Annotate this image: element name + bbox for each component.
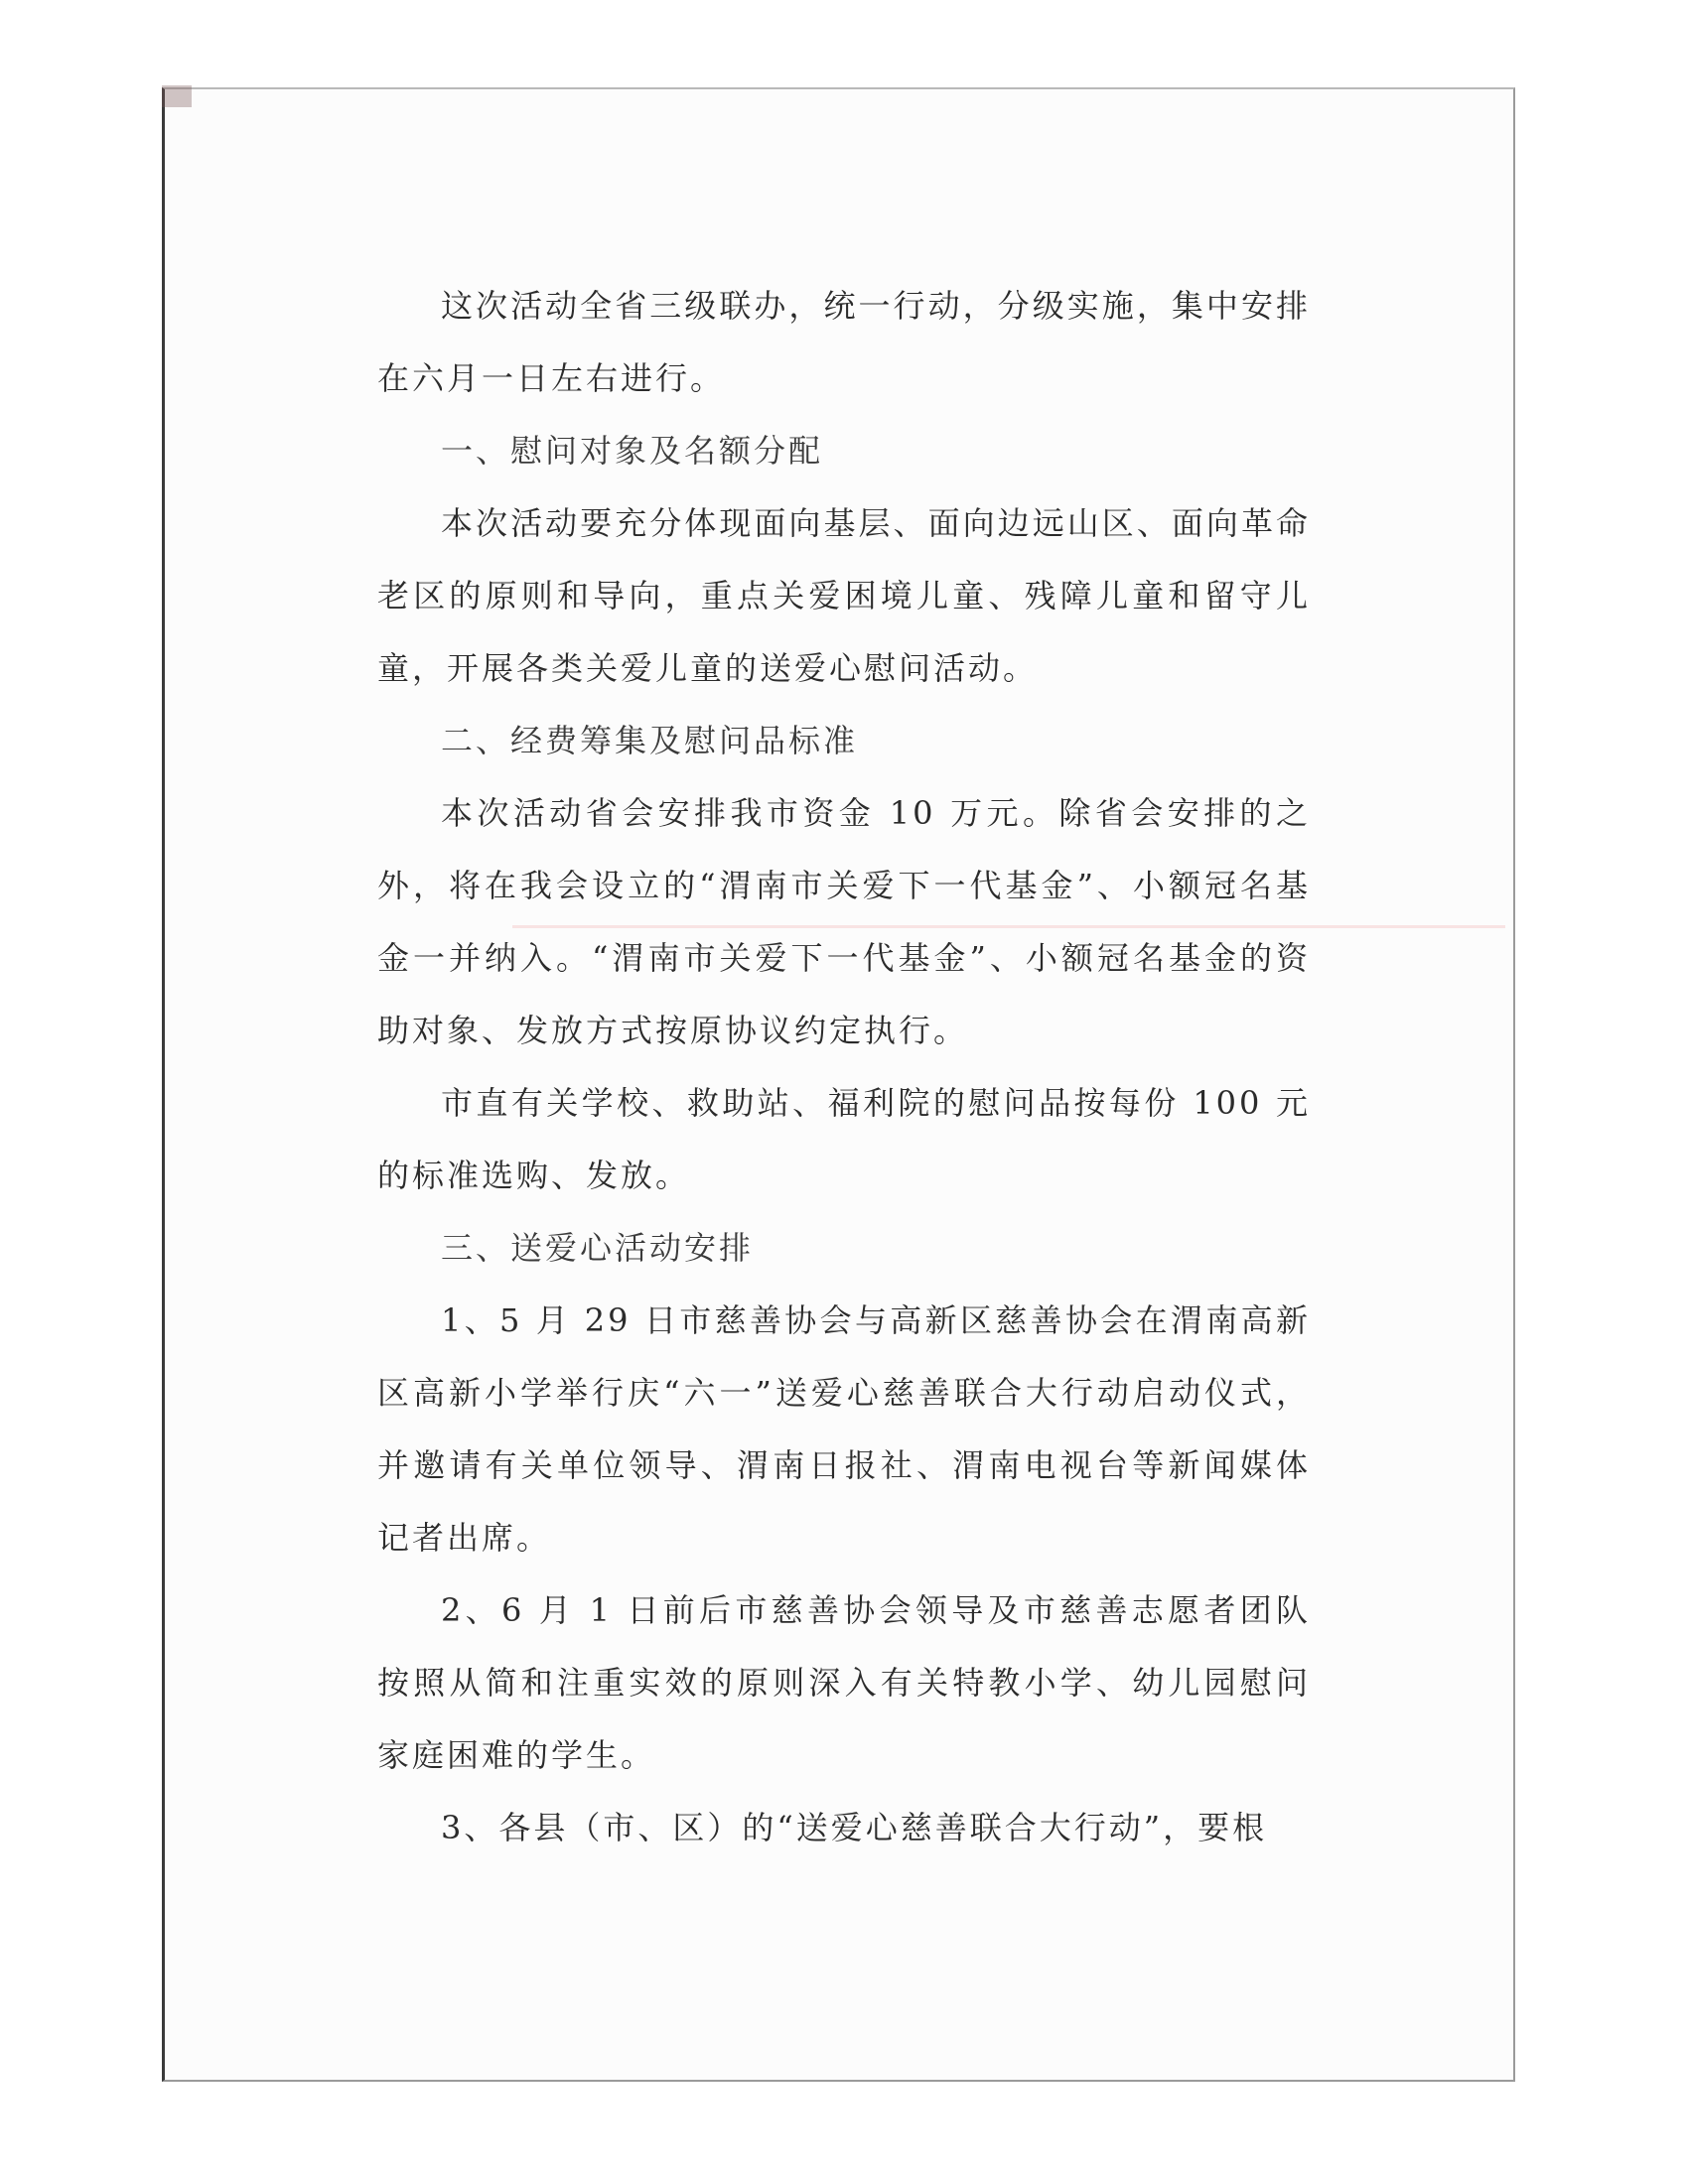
paragraph-funding: 本次活动省会安排我市资金 10 万元。除省会安排的之外，将在我会设立的“渭南市关爱下一代基金”、小额冠名基金一并纳入。“渭南市关爱下一代基金”、小额冠名基金的资助对象、发放方式按原协议约定执行。 bbox=[377, 794, 1311, 1049]
document-body bbox=[377, 270, 1311, 1864]
paragraph-arrangement-1: 1、5 月 29 日市慈善协会与高新区慈善协会在渭南高新区高新小学举行庆“六一”送爱心慈善联合大行动启动仪式，并邀请有关单位领导、渭南日报社、渭南电视台等新闻媒体记者出席。 bbox=[377, 1301, 1311, 1557]
paragraph-gift-standard: 市直有关学校、救助站、福利院的慰问品按每份 100 元的标准选购、发放。 bbox=[377, 1084, 1311, 1194]
section-heading-2: 二、经费筹集及慰问品标准 bbox=[441, 722, 859, 759]
paragraph-arrangement-3: 3、各县（市、区）的“送爱心慈善联合大行动”，要根 bbox=[441, 1809, 1268, 1846]
section-heading-1: 一、慰问对象及名额分配 bbox=[441, 432, 824, 470]
section-heading-3: 三、送爱心活动安排 bbox=[441, 1229, 755, 1267]
paragraph-arrangement-2: 2、6 月 1 日前后市慈善协会领导及市慈善志愿者团队按照从简和注重实效的原则深入有关特教小学、幼儿园慰问家庭困难的学生。 bbox=[377, 1591, 1311, 1774]
paragraph-targets: 本次活动要充分体现面向基层、面向边远山区、面向革命老区的原则和导向，重点关爱困境儿童、残障儿童和留守儿童，开展各类关爱儿童的送爱心慰问活动。 bbox=[377, 504, 1311, 687]
paragraph-intro: 这次活动全省三级联办，统一行动，分级实施，集中安排在六月一日左右进行。 bbox=[377, 287, 1311, 397]
